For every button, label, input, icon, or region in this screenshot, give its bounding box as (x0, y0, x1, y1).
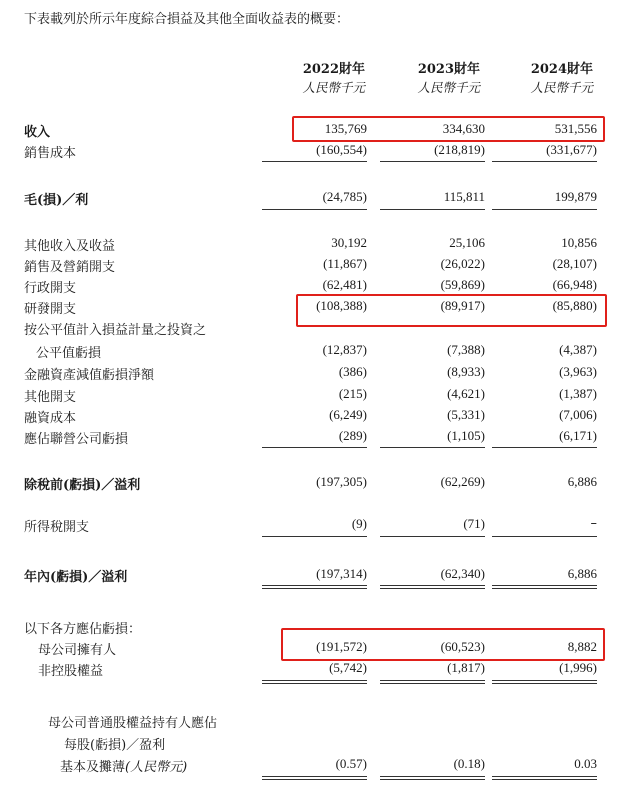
rule (492, 447, 597, 448)
cell-2022: (215) (338, 386, 367, 401)
cell-2023: (26,022) (440, 256, 485, 271)
cell-2022: (191,572) (316, 639, 367, 654)
cell-2024: 199,879 (554, 189, 597, 204)
cell-2022: (5,742) (329, 660, 367, 675)
cell-2024: 6,886 (567, 474, 597, 489)
row-label: 年內(虧損)／溢利 (24, 570, 128, 585)
cell-2024: (85,880) (552, 298, 597, 313)
cell-2024: (7,006) (559, 407, 597, 422)
double-rule (380, 776, 485, 777)
cell-2022: (197,305) (316, 474, 367, 489)
row-finance-costs (0, 407, 630, 427)
cell-2023: (59,869) (440, 277, 485, 292)
row-label: 融資成本 (24, 411, 77, 426)
cell-2023: (71) (463, 516, 485, 531)
row-associates-loss (0, 428, 630, 448)
cell-2022: (197,314) (316, 566, 367, 581)
cell-2022: (386) (338, 364, 367, 379)
row-eps-heading (0, 712, 630, 732)
header-year-2022: 2022財年 (302, 62, 365, 77)
highlight-box-revenue (292, 116, 605, 142)
cell-2022: (9) (351, 516, 367, 531)
row-label: 銷售成本 (24, 146, 77, 161)
cell-2024: (1,387) (559, 386, 597, 401)
rule (380, 536, 485, 537)
row-selling-expenses (0, 256, 630, 276)
row-label: 公平值虧損 (36, 346, 102, 361)
cell-2023: 25,106 (449, 235, 485, 250)
row-label: 非控股權益 (38, 664, 104, 679)
double-rule (492, 683, 597, 684)
intro-text: 下表載列於所示年度綜合損益及其他全面收益表的概要： (24, 12, 350, 27)
row-label: 應佔聯營公司虧損 (24, 432, 129, 447)
row-label: 研發開支 (24, 302, 77, 317)
row-impairment (0, 364, 630, 384)
cell-2022: (24,785) (322, 189, 367, 204)
rule (262, 536, 367, 537)
cell-2024: (1,996) (559, 660, 597, 675)
cell-2024: (6,171) (559, 428, 597, 443)
double-rule (262, 585, 367, 586)
cell-2023: (60,523) (440, 639, 485, 654)
double-rule (492, 588, 597, 589)
row-fair-value-loss (0, 342, 630, 362)
rule (380, 209, 485, 210)
row-label: 其他收入及收益 (24, 239, 116, 254)
cell-2023: (8,933) (447, 364, 485, 379)
row-non-controlling (0, 660, 630, 680)
double-rule (262, 683, 367, 684)
rule (492, 536, 597, 537)
cell-2023: (0.18) (453, 756, 485, 771)
cell-2022: (289) (338, 428, 367, 443)
cell-2024: (28,107) (552, 256, 597, 271)
rule (492, 161, 597, 162)
cell-2023: (5,331) (447, 407, 485, 422)
row-label: 行政開支 (24, 281, 77, 296)
cell-2023: (62,340) (440, 566, 485, 581)
unit-italic: (人民幣元) (125, 760, 188, 775)
double-rule (262, 779, 367, 780)
cell-2024: 0.03 (574, 756, 597, 771)
rule (492, 209, 597, 210)
row-other-income (0, 235, 630, 255)
cell-2023: (62,269) (440, 474, 485, 489)
row-label: 以下各方應佔虧損： (24, 622, 142, 637)
row-label: 金融資產減值虧損淨額 (24, 368, 155, 383)
cell-2024: 531,556 (554, 121, 597, 136)
row-eps-basic-diluted (0, 756, 630, 776)
row-income-tax (0, 516, 630, 536)
row-label: 按公平值計入損益計量之投資之 (24, 323, 207, 338)
cell-2022: (11,867) (323, 256, 367, 271)
row-label: 除稅前(虧損)／溢利 (24, 478, 141, 493)
cell-2024: (66,948) (552, 277, 597, 292)
cell-2024: 8,882 (567, 639, 597, 654)
row-label: 母公司普通股權益持有人應佔 (48, 716, 218, 731)
rule (262, 447, 367, 448)
cell-2023: (218,819) (434, 142, 485, 157)
rule (380, 447, 485, 448)
rule (262, 209, 367, 210)
cell-2022: (12,837) (322, 342, 367, 357)
double-rule (380, 779, 485, 780)
cell-2022: (160,554) (316, 142, 367, 157)
double-rule (492, 779, 597, 780)
double-rule (380, 585, 485, 586)
cell-2023: 115,811 (443, 189, 485, 204)
cell-2024: (331,677) (546, 142, 597, 157)
cell-2024: 6,886 (567, 566, 597, 581)
row-gross-profit (0, 189, 630, 209)
double-rule (380, 683, 485, 684)
cell-2022: (108,388) (316, 298, 367, 313)
cell-2022: (62,481) (322, 277, 367, 292)
rule (380, 161, 485, 162)
header-year-2023: 2023財年 (417, 62, 480, 77)
row-cost-of-sales (0, 142, 630, 162)
double-rule (492, 585, 597, 586)
double-rule (492, 680, 597, 681)
header-unit-2024: 人民幣千元 (530, 80, 593, 95)
cell-2024: – (590, 516, 597, 531)
header-year-2024: 2024財年 (530, 62, 593, 77)
row-label: 基本及攤薄(人民幣元) (60, 760, 188, 775)
header-unit-2023: 人民幣千元 (417, 80, 480, 95)
cell-2023: (1,817) (447, 660, 485, 675)
cell-2022: 30,192 (331, 235, 367, 250)
cell-2023: (4,621) (447, 386, 485, 401)
double-rule (492, 776, 597, 777)
row-eps-subheading (0, 734, 630, 754)
cell-2024: (3,963) (559, 364, 597, 379)
row-label: 銷售及營銷開支 (24, 260, 116, 275)
cell-2022: (0.57) (335, 756, 367, 771)
row-label: 毛(損)／利 (24, 193, 89, 208)
row-label: 母公司擁有人 (38, 643, 117, 658)
cell-2024: (4,387) (559, 342, 597, 357)
double-rule (262, 776, 367, 777)
row-loss-before-tax (0, 474, 630, 494)
highlight-box-owners-of-parent (281, 628, 605, 661)
cell-2023: (7,388) (447, 342, 485, 357)
cell-2023: (89,917) (440, 298, 485, 313)
cell-2022: 135,769 (324, 121, 367, 136)
cell-2022: (6,249) (329, 407, 367, 422)
row-label: 其他開支 (24, 390, 77, 405)
row-label: 所得稅開支 (24, 520, 90, 535)
cell-2024: 10,856 (561, 235, 597, 250)
highlight-box-rd-expenses (296, 294, 607, 327)
double-rule (262, 680, 367, 681)
double-rule (262, 588, 367, 589)
row-label: 每股(虧損)／盈利 (64, 738, 166, 753)
row-other-expenses (0, 386, 630, 406)
cell-2023: (1,105) (447, 428, 485, 443)
row-label: 收入 (24, 125, 51, 140)
cell-2023: 334,630 (442, 121, 485, 136)
double-rule (380, 680, 485, 681)
double-rule (380, 588, 485, 589)
header-unit-2022: 人民幣千元 (302, 80, 365, 95)
rule (262, 161, 367, 162)
row-loss-for-year (0, 566, 630, 586)
